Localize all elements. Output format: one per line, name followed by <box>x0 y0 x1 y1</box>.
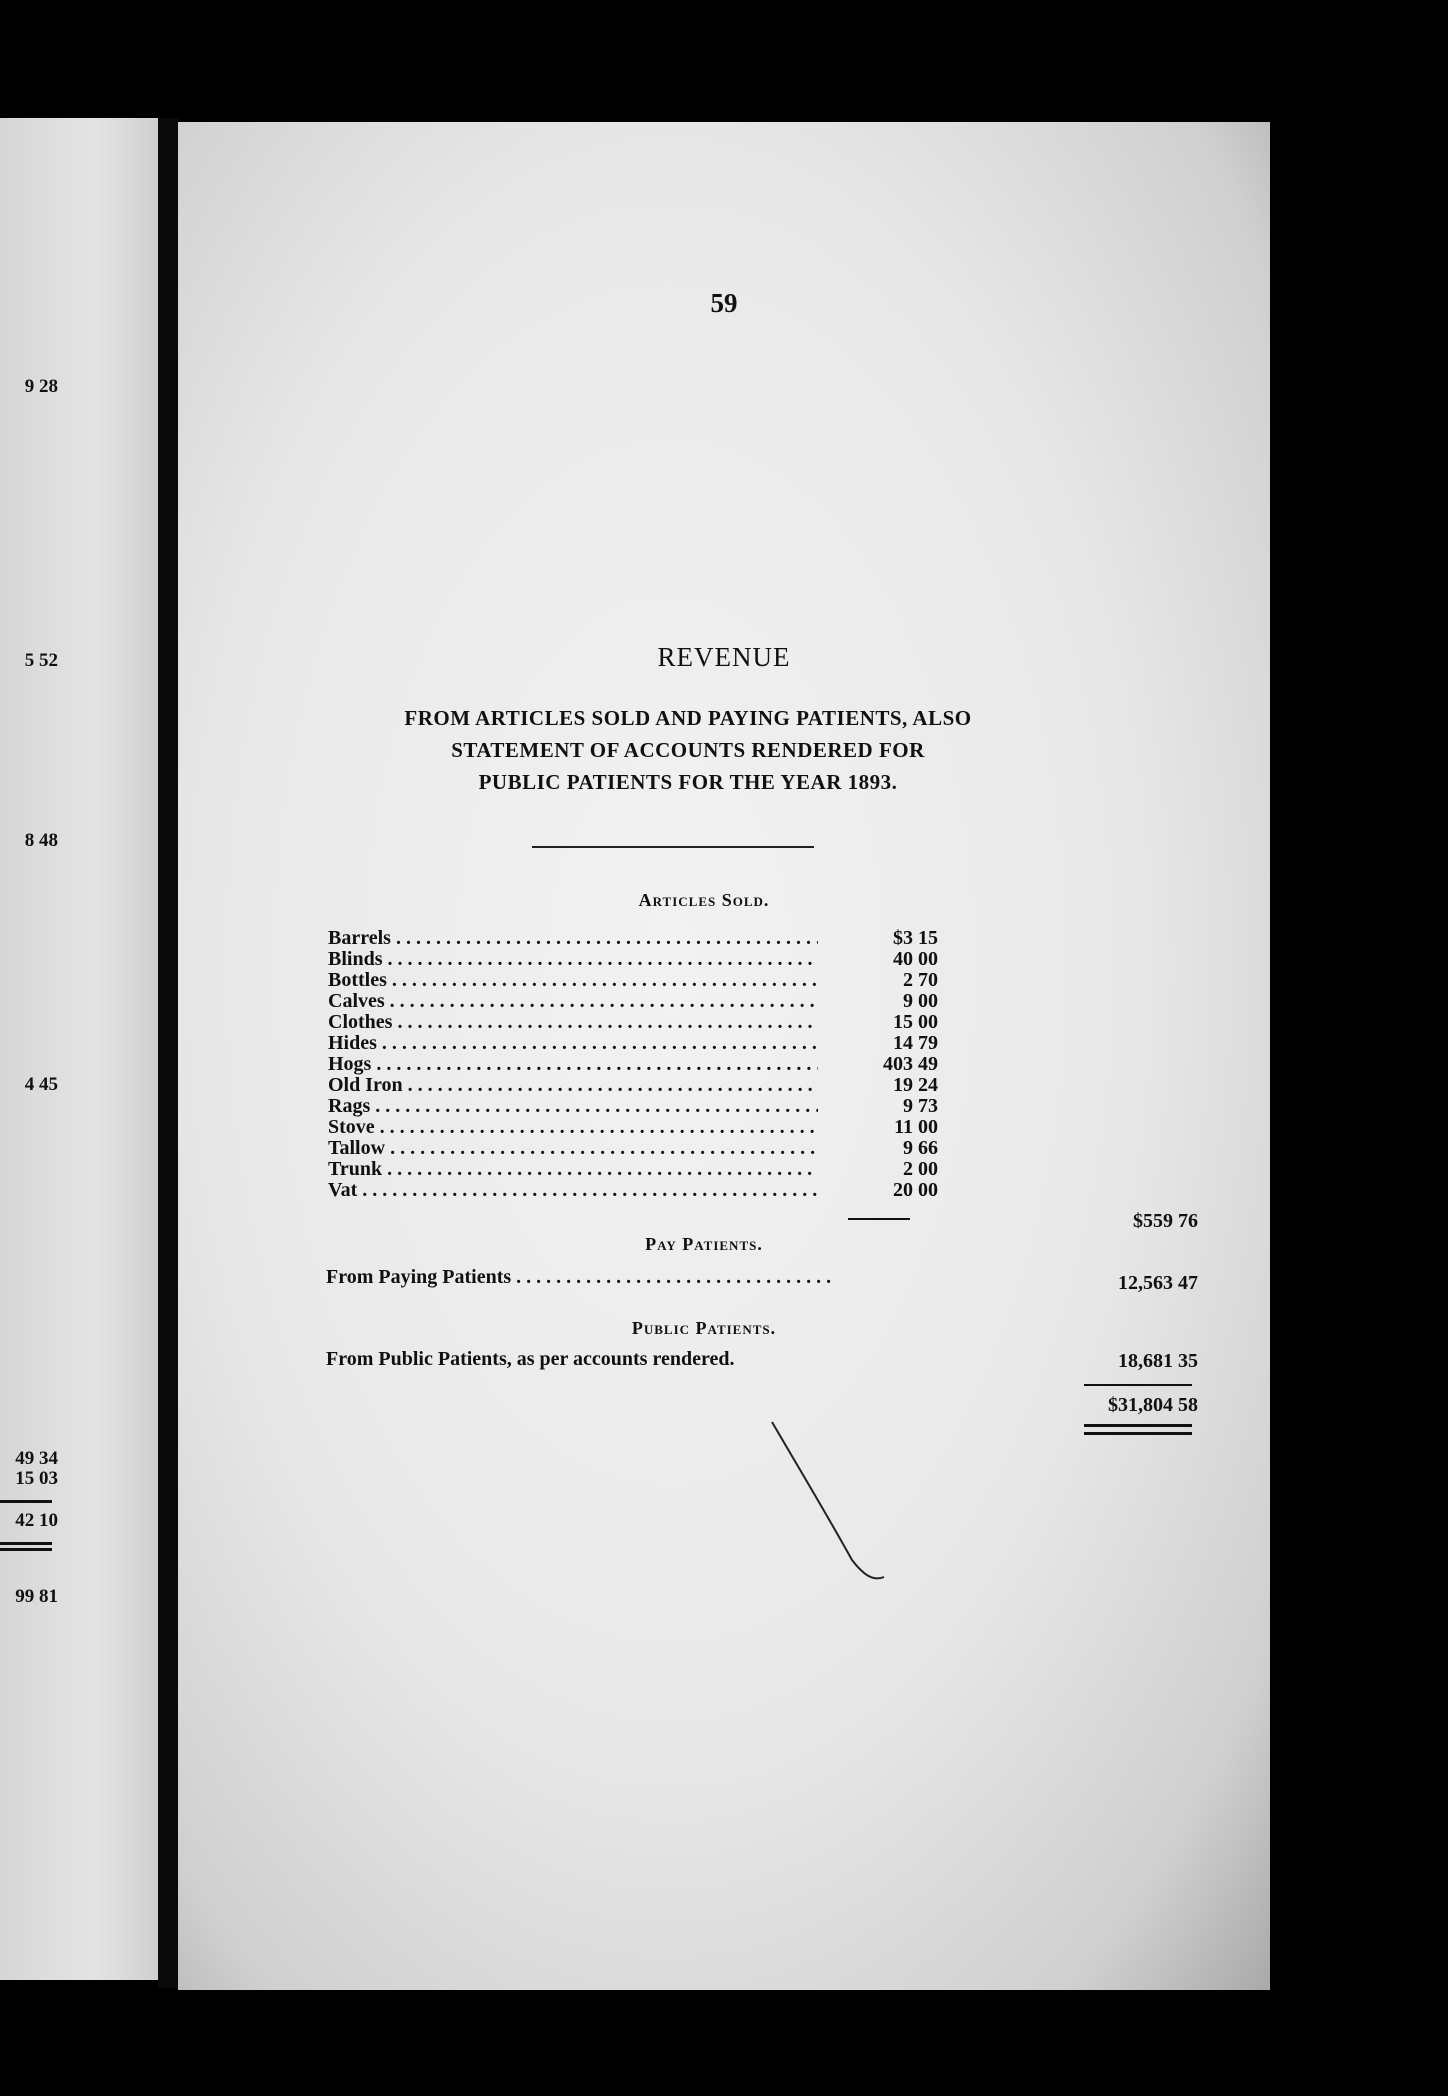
public-patients-amount: 18,681 35 <box>1118 1350 1198 1372</box>
article-amount: 2 70 <box>903 969 938 991</box>
left-page-double-rule <box>0 1548 52 1551</box>
left-page-double-rule <box>0 1542 52 1545</box>
article-amount: 403 49 <box>883 1053 938 1075</box>
subtitle-line: PUBLIC PATIENTS FOR THE YEAR 1893. <box>478 770 898 794</box>
article-label: Bottles . . . <box>328 970 818 991</box>
article-label: Stove . . . <box>328 1117 818 1138</box>
article-amount: 40 00 <box>893 948 938 970</box>
article-amount: 11 00 <box>894 1116 938 1138</box>
left-page-number: 42 10 <box>15 1510 58 1531</box>
article-label: Clothes . . . <box>328 1012 818 1033</box>
article-label: Tallow . . . <box>328 1138 818 1159</box>
pay-patients-label: From Paying Patients . . . <box>326 1266 836 1289</box>
article-label: Blinds . . . <box>328 949 818 970</box>
article-amount: 9 00 <box>903 990 938 1012</box>
articles-subtotal-rule <box>848 1218 910 1220</box>
public-patients-label: From Public Patients, as per accounts rendered. <box>326 1348 735 1370</box>
book-gutter <box>158 118 178 1988</box>
article-amount: 2 00 <box>903 1158 938 1180</box>
article-label: Hides . . . <box>328 1033 818 1054</box>
page-title: REVENUE <box>657 642 791 672</box>
left-page-number: 99 81 <box>15 1586 58 1607</box>
left-page-number: 5 52 <box>24 650 58 671</box>
left-page-number: 4 45 <box>24 1074 58 1095</box>
article-amount: 15 00 <box>893 1011 938 1033</box>
left-facing-page <box>0 118 158 1980</box>
subtitle-line: STATEMENT OF ACCOUNTS RENDERED FOR <box>451 738 925 762</box>
grand-total-double-rule <box>1084 1424 1192 1427</box>
pay-patients-amount: 12,563 47 <box>1118 1272 1198 1294</box>
article-label: Hogs . . . <box>328 1054 818 1075</box>
left-page-number: 9 28 <box>24 376 58 397</box>
article-amount: 19 24 <box>893 1074 938 1096</box>
page-number: 59 <box>710 288 738 318</box>
articles-sold-heading: Articles Sold. <box>638 890 770 910</box>
article-amount: 20 00 <box>893 1179 938 1201</box>
left-page-number: 15 03 <box>15 1468 58 1489</box>
article-label: Rags . . . <box>328 1096 818 1117</box>
article-amount: 9 66 <box>903 1137 938 1159</box>
subtitle-line: FROM ARTICLES SOLD AND PAYING PATIENTS, ALSO <box>404 706 972 730</box>
grand-total-rule <box>1084 1384 1192 1386</box>
article-label: Barrels . . . <box>328 928 818 949</box>
articles-sold-total: $559 76 <box>1133 1210 1198 1232</box>
article-label: Trunk . . . <box>328 1159 818 1180</box>
left-page-number: 8 48 <box>24 830 58 851</box>
document-page <box>178 122 1270 1990</box>
article-label: Old Iron . . . <box>328 1075 818 1096</box>
article-label: Vat . . . <box>328 1180 818 1201</box>
grand-total: $31,804 58 <box>1108 1394 1198 1416</box>
public-patients-heading: Public Patients. <box>631 1318 777 1338</box>
grand-total-double-rule <box>1084 1432 1192 1435</box>
article-amount: $3 15 <box>893 927 938 949</box>
page-subtitle <box>328 702 1048 798</box>
article-amount: 9 73 <box>903 1095 938 1117</box>
pay-patients-heading: Pay Patients. <box>645 1234 763 1254</box>
article-amount: 14 79 <box>893 1032 938 1054</box>
left-page-rule <box>0 1500 52 1503</box>
title-divider <box>532 846 814 848</box>
left-page-number: 49 34 <box>15 1448 58 1469</box>
article-label: Calves . . . <box>328 991 818 1012</box>
